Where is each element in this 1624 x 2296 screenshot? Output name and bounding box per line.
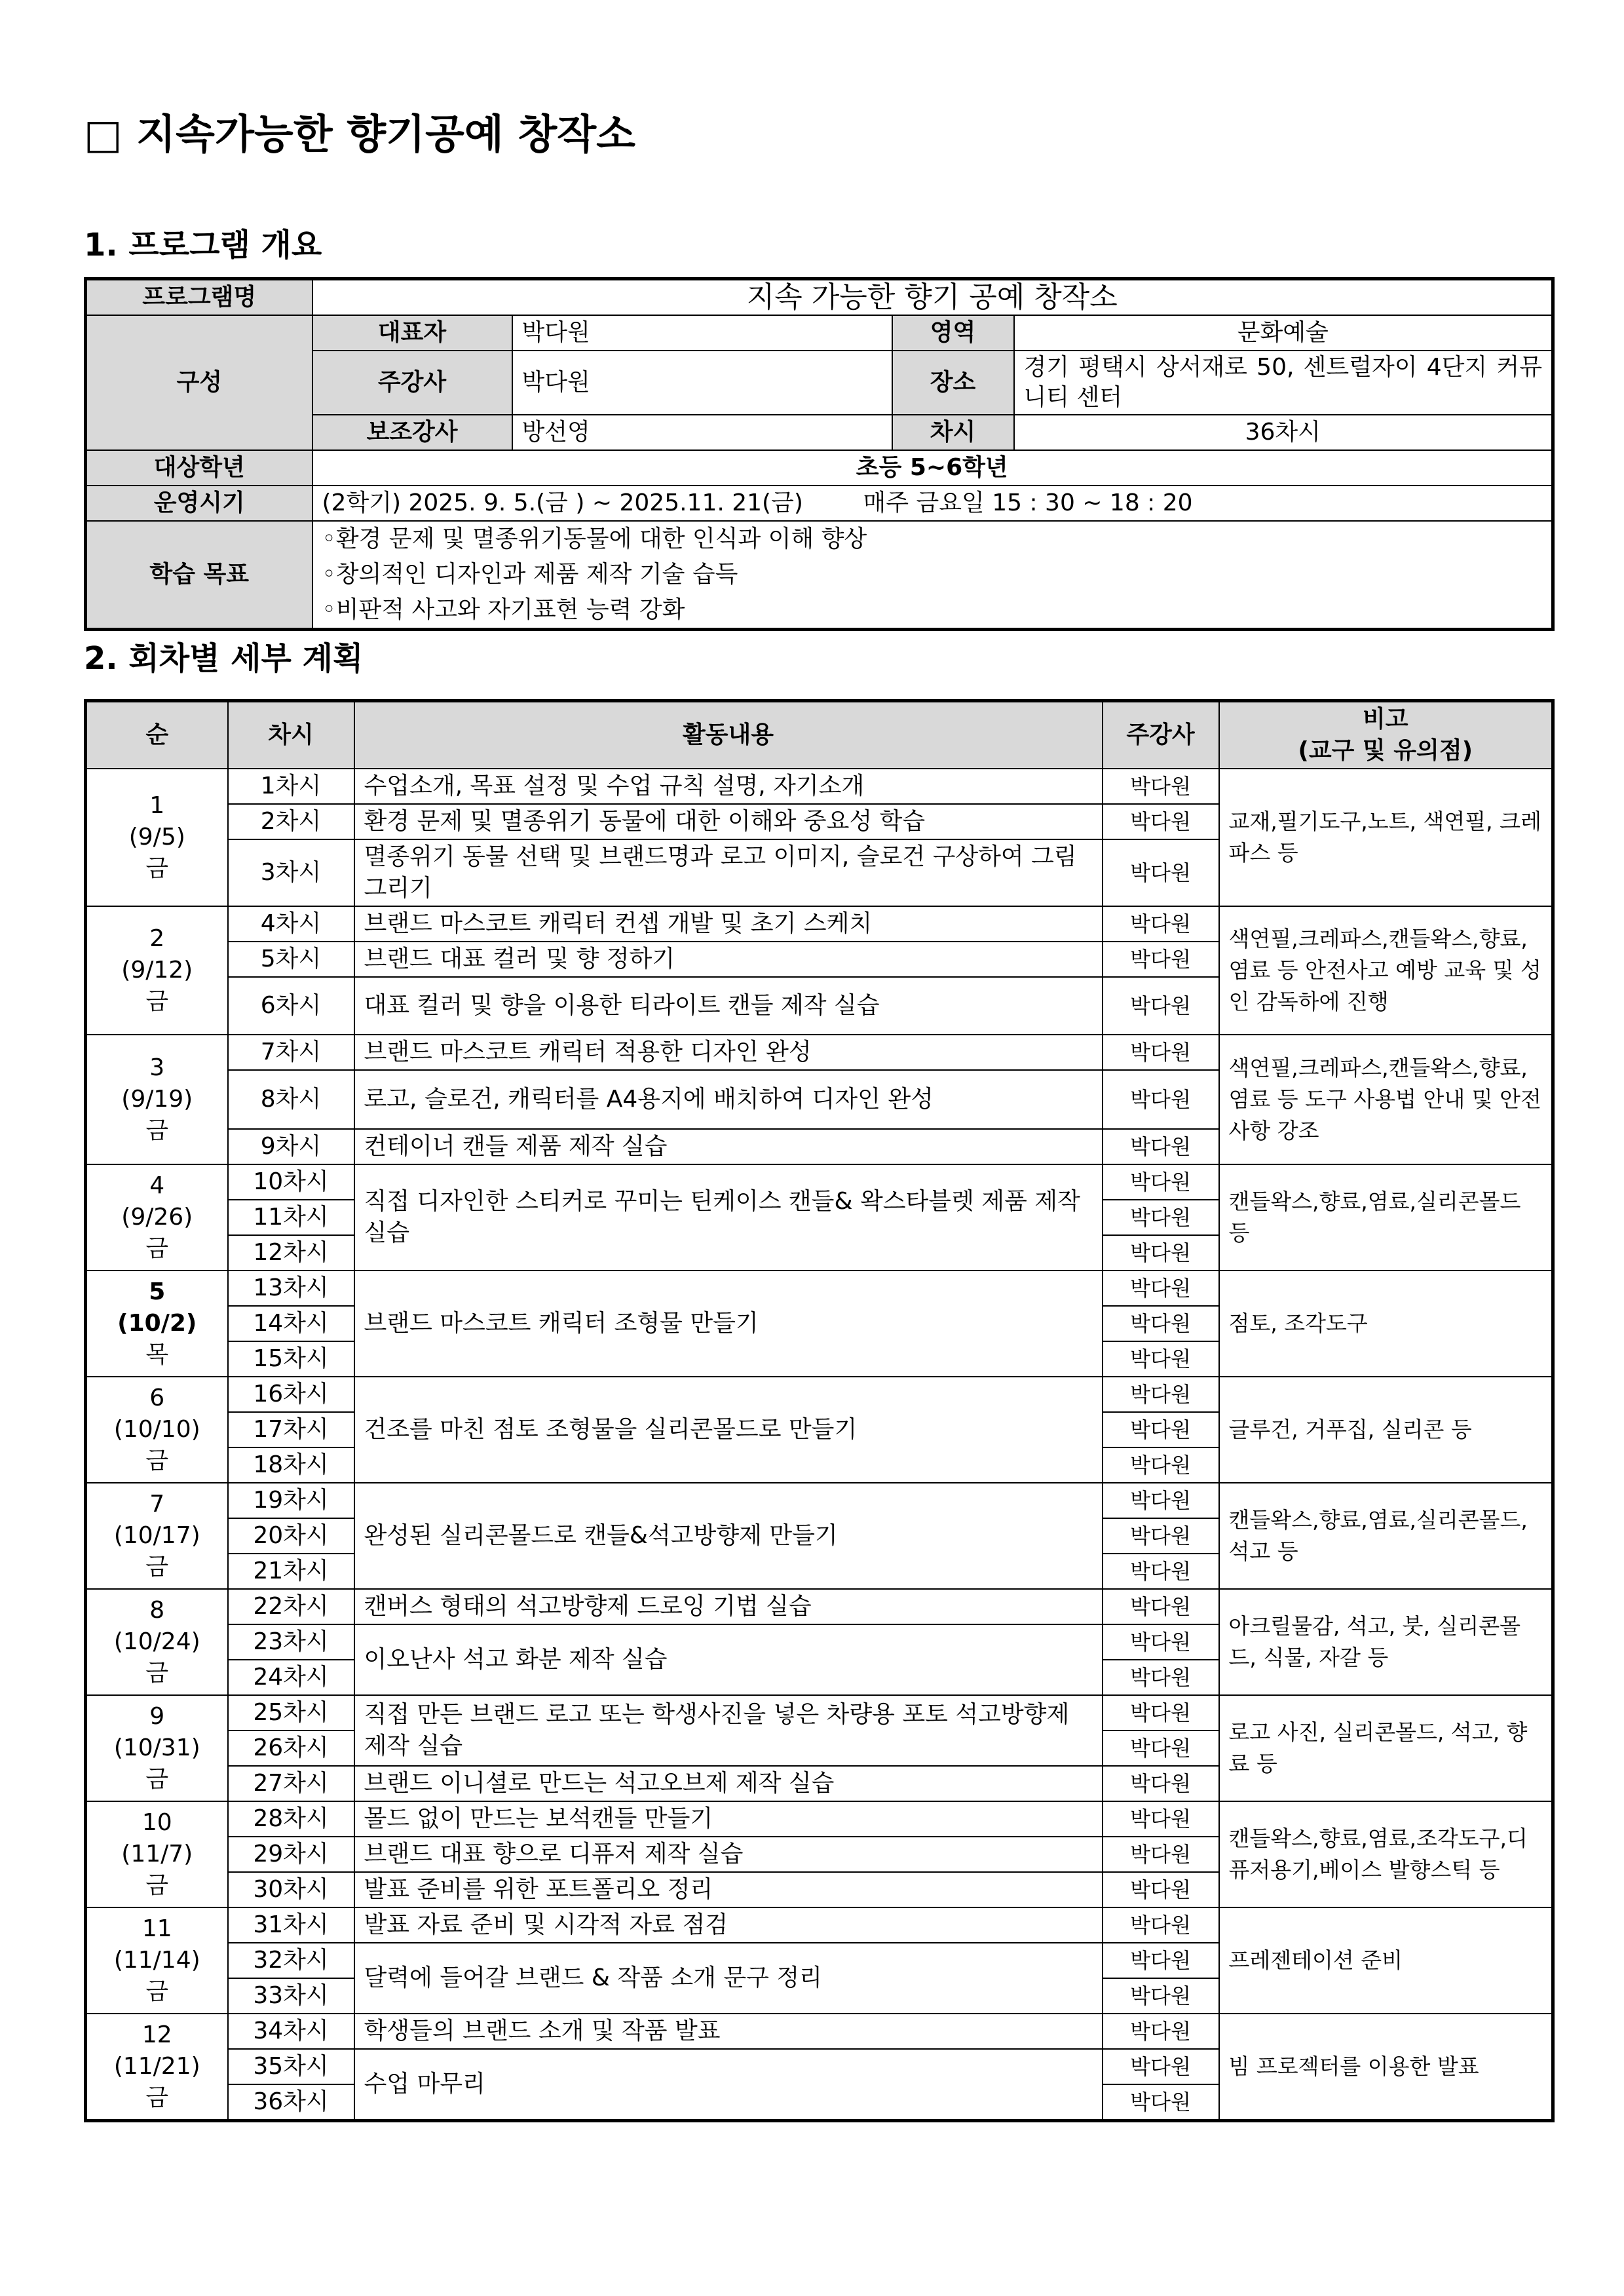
session-cell: 34차시 [228,2014,354,2049]
week-cell [86,1695,228,1801]
place-value: 경기 평택시 상서재로 50, 센트럴자이 4단지 커뮤니티 센터 [1014,351,1553,415]
session-cell: 9차시 [228,1129,354,1164]
sessions-value: 36차시 [1014,415,1553,450]
teacher-cell: 박다원 [1103,2049,1219,2084]
teacher-cell: 박다원 [1103,1801,1219,1837]
session-cell: 11차시 [228,1200,354,1235]
week-day: 금 [145,1660,169,1687]
note-cell: 색연필,크레파스,캔들왁스,향료,염료 등 안전사고 예방 교육 및 성인 감독하에 진행 [1219,906,1553,1035]
teacher-cell: 박다원 [1103,1660,1219,1695]
week-date: (10/31) [113,1734,200,1761]
session-cell: 16차시 [228,1377,354,1412]
teacher-cell: 박다원 [1103,1872,1219,1907]
week-no: 1 [149,792,165,819]
week-no: 10 [142,1809,172,1836]
session-cell: 3차시 [228,839,354,906]
week-day: 금 [145,855,169,882]
area-label: 영역 [892,315,1014,351]
week-cell [86,1377,228,1483]
session-plan-table [84,699,1555,2122]
teacher-cell: 박다원 [1103,1483,1219,1518]
teacher-cell: 박다원 [1103,1035,1219,1070]
week-cell [86,769,228,906]
session-cell: 5차시 [228,942,354,977]
area-value: 문화예술 [1014,315,1553,351]
target-grade-value: 초등 5~6학년 [312,450,1553,486]
note-cell: 색연필,크레파스,캔들왁스,향료,염료 등 도구 사용법 안내 및 안전사항 강조 [1219,1035,1553,1164]
activity-cell: 이오난사 석고 화분 제작 실습 [354,1624,1103,1695]
session-cell: 20차시 [228,1518,354,1554]
composition-label: 구성 [86,315,312,450]
activity-cell: 완성된 실리콘몰드로 캔들&석고방향제 만들기 [354,1483,1103,1589]
teacher-cell: 박다원 [1103,1447,1219,1483]
week-no: 11 [142,1915,172,1942]
week-no: 9 [149,1703,165,1730]
week-date: (9/19) [121,1086,193,1113]
plan-row [86,769,1553,804]
week-no: 2 [149,925,165,952]
week-cell [86,1483,228,1589]
period-label: 운영시기 [86,486,312,521]
teacher-cell: 박다원 [1103,1070,1219,1129]
header-session: 차시 [228,701,354,769]
session-cell: 26차시 [228,1731,354,1766]
activity-cell: 수업소개, 목표 설정 및 수업 규칙 설명, 자기소개 [354,769,1103,804]
session-cell: 25차시 [228,1695,354,1731]
plan-row [86,1483,1553,1518]
activity-cell: 브랜드 대표 향으로 디퓨저 제작 실습 [354,1837,1103,1872]
session-cell: 35차시 [228,2049,354,2084]
week-day: 금 [145,1978,169,2005]
learning-goal-item: ◦환경 문제 및 멸종위기동물에 대한 인식과 이해 향상 [322,526,867,552]
teacher-cell: 박다원 [1103,1412,1219,1447]
header-note-line1: 비고 [1362,706,1408,733]
teacher-cell: 박다원 [1103,1978,1219,2014]
header-note-line2: (교구 및 유의점) [1298,737,1473,764]
week-day: 금 [145,1447,169,1474]
session-cell: 13차시 [228,1271,354,1306]
session-cell: 32차시 [228,1943,354,1978]
plan-row [86,1801,1553,1837]
session-cell: 27차시 [228,1766,354,1801]
activity-cell: 직접 디자인한 스티커로 꾸미는 틴케이스 캔들& 왁스타블렛 제품 제작 실습 [354,1164,1103,1271]
session-cell: 17차시 [228,1412,354,1447]
note-cell: 글루건, 거푸집, 실리콘 등 [1219,1377,1553,1483]
session-cell: 12차시 [228,1235,354,1271]
plan-row [86,1035,1553,1070]
sessions-label: 차시 [892,415,1014,450]
teacher-cell: 박다원 [1103,1518,1219,1554]
week-day: 금 [145,1872,169,1899]
teacher-cell: 박다원 [1103,1271,1219,1306]
teacher-cell: 박다원 [1103,1200,1219,1235]
week-date: (9/12) [121,957,193,984]
program-name-label: 프로그램명 [86,279,312,316]
place-label: 장소 [892,351,1014,415]
week-date: (9/26) [121,1204,193,1231]
teacher-cell: 박다원 [1103,1766,1219,1801]
activity-cell: 몰드 없이 만드는 보석캔들 만들기 [354,1801,1103,1837]
note-cell: 교재,필기도구,노트, 색연필, 크레파스 등 [1219,769,1553,906]
session-cell: 28차시 [228,1801,354,1837]
week-day: 금 [145,988,169,1015]
header-activity: 활동내용 [354,701,1103,769]
period-value: (2학기) 2025. 9. 5.(금 ) ~ 2025.11. 21(금) 매주 금요일 15 : 30 ~ 18 : 20 [312,486,1553,521]
header-note [1219,701,1553,769]
note-cell: 아크릴물감, 석고, 붓, 실리콘몰드, 식물, 자갈 등 [1219,1589,1553,1695]
activity-cell: 수업 마무리 [354,2049,1103,2121]
week-day: 금 [145,1235,169,1262]
session-plan-body [86,769,1553,2121]
week-no: 4 [149,1172,165,1199]
main-instructor-label: 주강사 [312,351,512,415]
target-grade-label: 대상학년 [86,450,312,486]
teacher-cell: 박다원 [1103,839,1219,906]
teacher-cell: 박다원 [1103,1907,1219,1943]
teacher-cell: 박다원 [1103,1129,1219,1164]
main-instructor-value: 박다원 [512,351,892,415]
week-date: (10/10) [113,1416,200,1443]
teacher-cell: 박다원 [1103,1589,1219,1624]
session-cell: 31차시 [228,1907,354,1943]
activity-cell: 캔버스 형태의 석고방향제 드로잉 기법 실습 [354,1589,1103,1624]
teacher-cell: 박다원 [1103,1624,1219,1660]
week-cell [86,1035,228,1164]
note-cell: 캔들왁스,향료,염료,조각도구,디퓨저용기,베이스 발향스틱 등 [1219,1801,1553,1907]
note-cell: 로고 사진, 실리콘몰드, 석고, 향료 등 [1219,1695,1553,1801]
program-name-value: 지속 가능한 향기 공예 창작소 [312,279,1553,316]
week-cell [86,2014,228,2121]
program-overview-table [84,277,1555,631]
teacher-cell: 박다원 [1103,977,1219,1035]
session-cell: 10차시 [228,1164,354,1200]
session-cell: 21차시 [228,1554,354,1589]
week-day: 금 [145,2084,169,2111]
assistant-instructor-label: 보조강사 [312,415,512,450]
note-cell: 캔들왁스,향료,염료,실리콘몰드,석고 등 [1219,1483,1553,1589]
teacher-cell: 박다원 [1103,942,1219,977]
week-date: (11/14) [113,1947,200,1974]
section-2-heading: 2. 회차별 세부 계획 [84,640,364,677]
week-date: (9/5) [128,824,185,851]
session-cell: 29차시 [228,1837,354,1872]
session-cell: 24차시 [228,1660,354,1695]
session-cell: 15차시 [228,1341,354,1377]
session-cell: 6차시 [228,977,354,1035]
teacher-cell: 박다원 [1103,2084,1219,2121]
plan-row [86,1907,1553,1943]
session-cell: 7차시 [228,1035,354,1070]
session-cell: 1차시 [228,769,354,804]
session-cell: 19차시 [228,1483,354,1518]
teacher-cell: 박다원 [1103,1554,1219,1589]
activity-cell: 컨테이너 캔들 제품 제작 실습 [354,1129,1103,1164]
teacher-cell: 박다원 [1103,1341,1219,1377]
document-title: □ 지속가능한 향기공예 창작소 [84,110,636,158]
activity-cell: 대표 컬러 및 향을 이용한 티라이트 캔들 제작 실습 [354,977,1103,1035]
week-cell [86,1589,228,1695]
session-cell: 2차시 [228,804,354,839]
plan-row [86,1695,1553,1731]
note-cell: 점토, 조각도구 [1219,1271,1553,1377]
week-no: 8 [149,1597,165,1624]
teacher-cell: 박다원 [1103,1377,1219,1412]
week-no: 3 [149,1054,165,1081]
header-order: 순 [86,701,228,769]
plan-row [86,1271,1553,1306]
teacher-cell: 박다원 [1103,2014,1219,2049]
representative-label: 대표자 [312,315,512,351]
assistant-instructor-value: 방선영 [512,415,892,450]
teacher-cell: 박다원 [1103,1306,1219,1341]
teacher-cell: 박다원 [1103,906,1219,942]
week-cell [86,1271,228,1377]
session-cell: 22차시 [228,1589,354,1624]
teacher-cell: 박다원 [1103,769,1219,804]
note-cell: 프레젠테이션 준비 [1219,1907,1553,2014]
week-day: 금 [145,1554,169,1580]
header-teacher: 주강사 [1103,701,1219,769]
activity-cell: 브랜드 대표 컬러 및 향 정하기 [354,942,1103,977]
activity-cell: 브랜드 마스코트 캐릭터 컨셉 개발 및 초기 스케치 [354,906,1103,942]
week-day: 금 [145,1117,169,1144]
teacher-cell: 박다원 [1103,1235,1219,1271]
activity-cell: 발표 자료 준비 및 시각적 자료 점검 [354,1907,1103,1943]
session-cell: 23차시 [228,1624,354,1660]
week-day: 금 [145,1766,169,1793]
learning-goal-list [312,521,1553,630]
teacher-cell: 박다원 [1103,804,1219,839]
activity-cell: 멸종위기 동물 선택 및 브랜드명과 로고 이미지, 슬로건 구상하여 그림 그리기 [354,839,1103,906]
week-no: 6 [149,1385,165,1411]
week-date: (11/7) [121,1841,193,1867]
week-cell [86,1907,228,2014]
learning-goal-item: ◦비판적 사고와 자기표현 능력 강화 [322,596,685,623]
activity-cell: 건조를 마친 점토 조형물을 실리콘몰드로 만들기 [354,1377,1103,1483]
activity-cell: 로고, 슬로건, 캐릭터를 A4용지에 배치하여 디자인 완성 [354,1070,1103,1129]
week-cell [86,1164,228,1271]
activity-cell: 달력에 들어갈 브랜드 & 작품 소개 문구 정리 [354,1943,1103,2014]
session-cell: 33차시 [228,1978,354,2014]
session-cell: 18차시 [228,1447,354,1483]
week-date: (10/24) [113,1628,200,1655]
learning-goal-label: 학습 목표 [86,521,312,630]
week-day: 목 [145,1341,169,1368]
activity-cell: 브랜드 이니셜로 만드는 석고오브제 제작 실습 [354,1766,1103,1801]
note-cell: 빔 프로젝터를 이용한 발표 [1219,2014,1553,2121]
activity-cell: 브랜드 마스코트 캐릭터 적용한 디자인 완성 [354,1035,1103,1070]
activity-cell: 발표 준비를 위한 포트폴리오 정리 [354,1872,1103,1907]
week-date: (10/17) [113,1522,200,1549]
activity-cell: 학생들의 브랜드 소개 및 작품 발표 [354,2014,1103,2049]
plan-row [86,1377,1553,1412]
teacher-cell: 박다원 [1103,1695,1219,1731]
plan-row [86,1164,1553,1200]
activity-cell: 직접 만든 브랜드 로고 또는 학생사진을 넣은 차량용 포토 석고방향제 제작 실습 [354,1695,1103,1766]
plan-row [86,906,1553,942]
week-cell [86,906,228,1035]
section-1-heading: 1. 프로그램 개요 [84,227,322,263]
session-cell: 4차시 [228,906,354,942]
activity-cell: 환경 문제 및 멸종위기 동물에 대한 이해와 중요성 학습 [354,804,1103,839]
session-cell: 30차시 [228,1872,354,1907]
week-date: (11/21) [113,2053,200,2080]
week-date: (10/2) [117,1310,197,1337]
teacher-cell: 박다원 [1103,1731,1219,1766]
activity-cell: 브랜드 마스코트 캐릭터 조형물 만들기 [354,1271,1103,1377]
document-page [84,98,1551,2122]
note-cell: 캔들왁스,향료,염료,실리콘몰드 등 [1219,1164,1553,1271]
plan-row [86,1589,1553,1624]
session-cell: 14차시 [228,1306,354,1341]
week-cell [86,1801,228,1907]
teacher-cell: 박다원 [1103,1943,1219,1978]
teacher-cell: 박다원 [1103,1837,1219,1872]
plan-row [86,2014,1553,2049]
representative-value: 박다원 [512,315,892,351]
teacher-cell: 박다원 [1103,1164,1219,1200]
week-no: 5 [149,1278,166,1305]
week-no: 12 [142,2021,172,2048]
learning-goal-item: ◦창의적인 디자인과 제품 제작 기술 습득 [322,561,738,588]
session-cell: 8차시 [228,1070,354,1129]
session-cell: 36차시 [228,2084,354,2121]
week-no: 7 [149,1491,165,1518]
